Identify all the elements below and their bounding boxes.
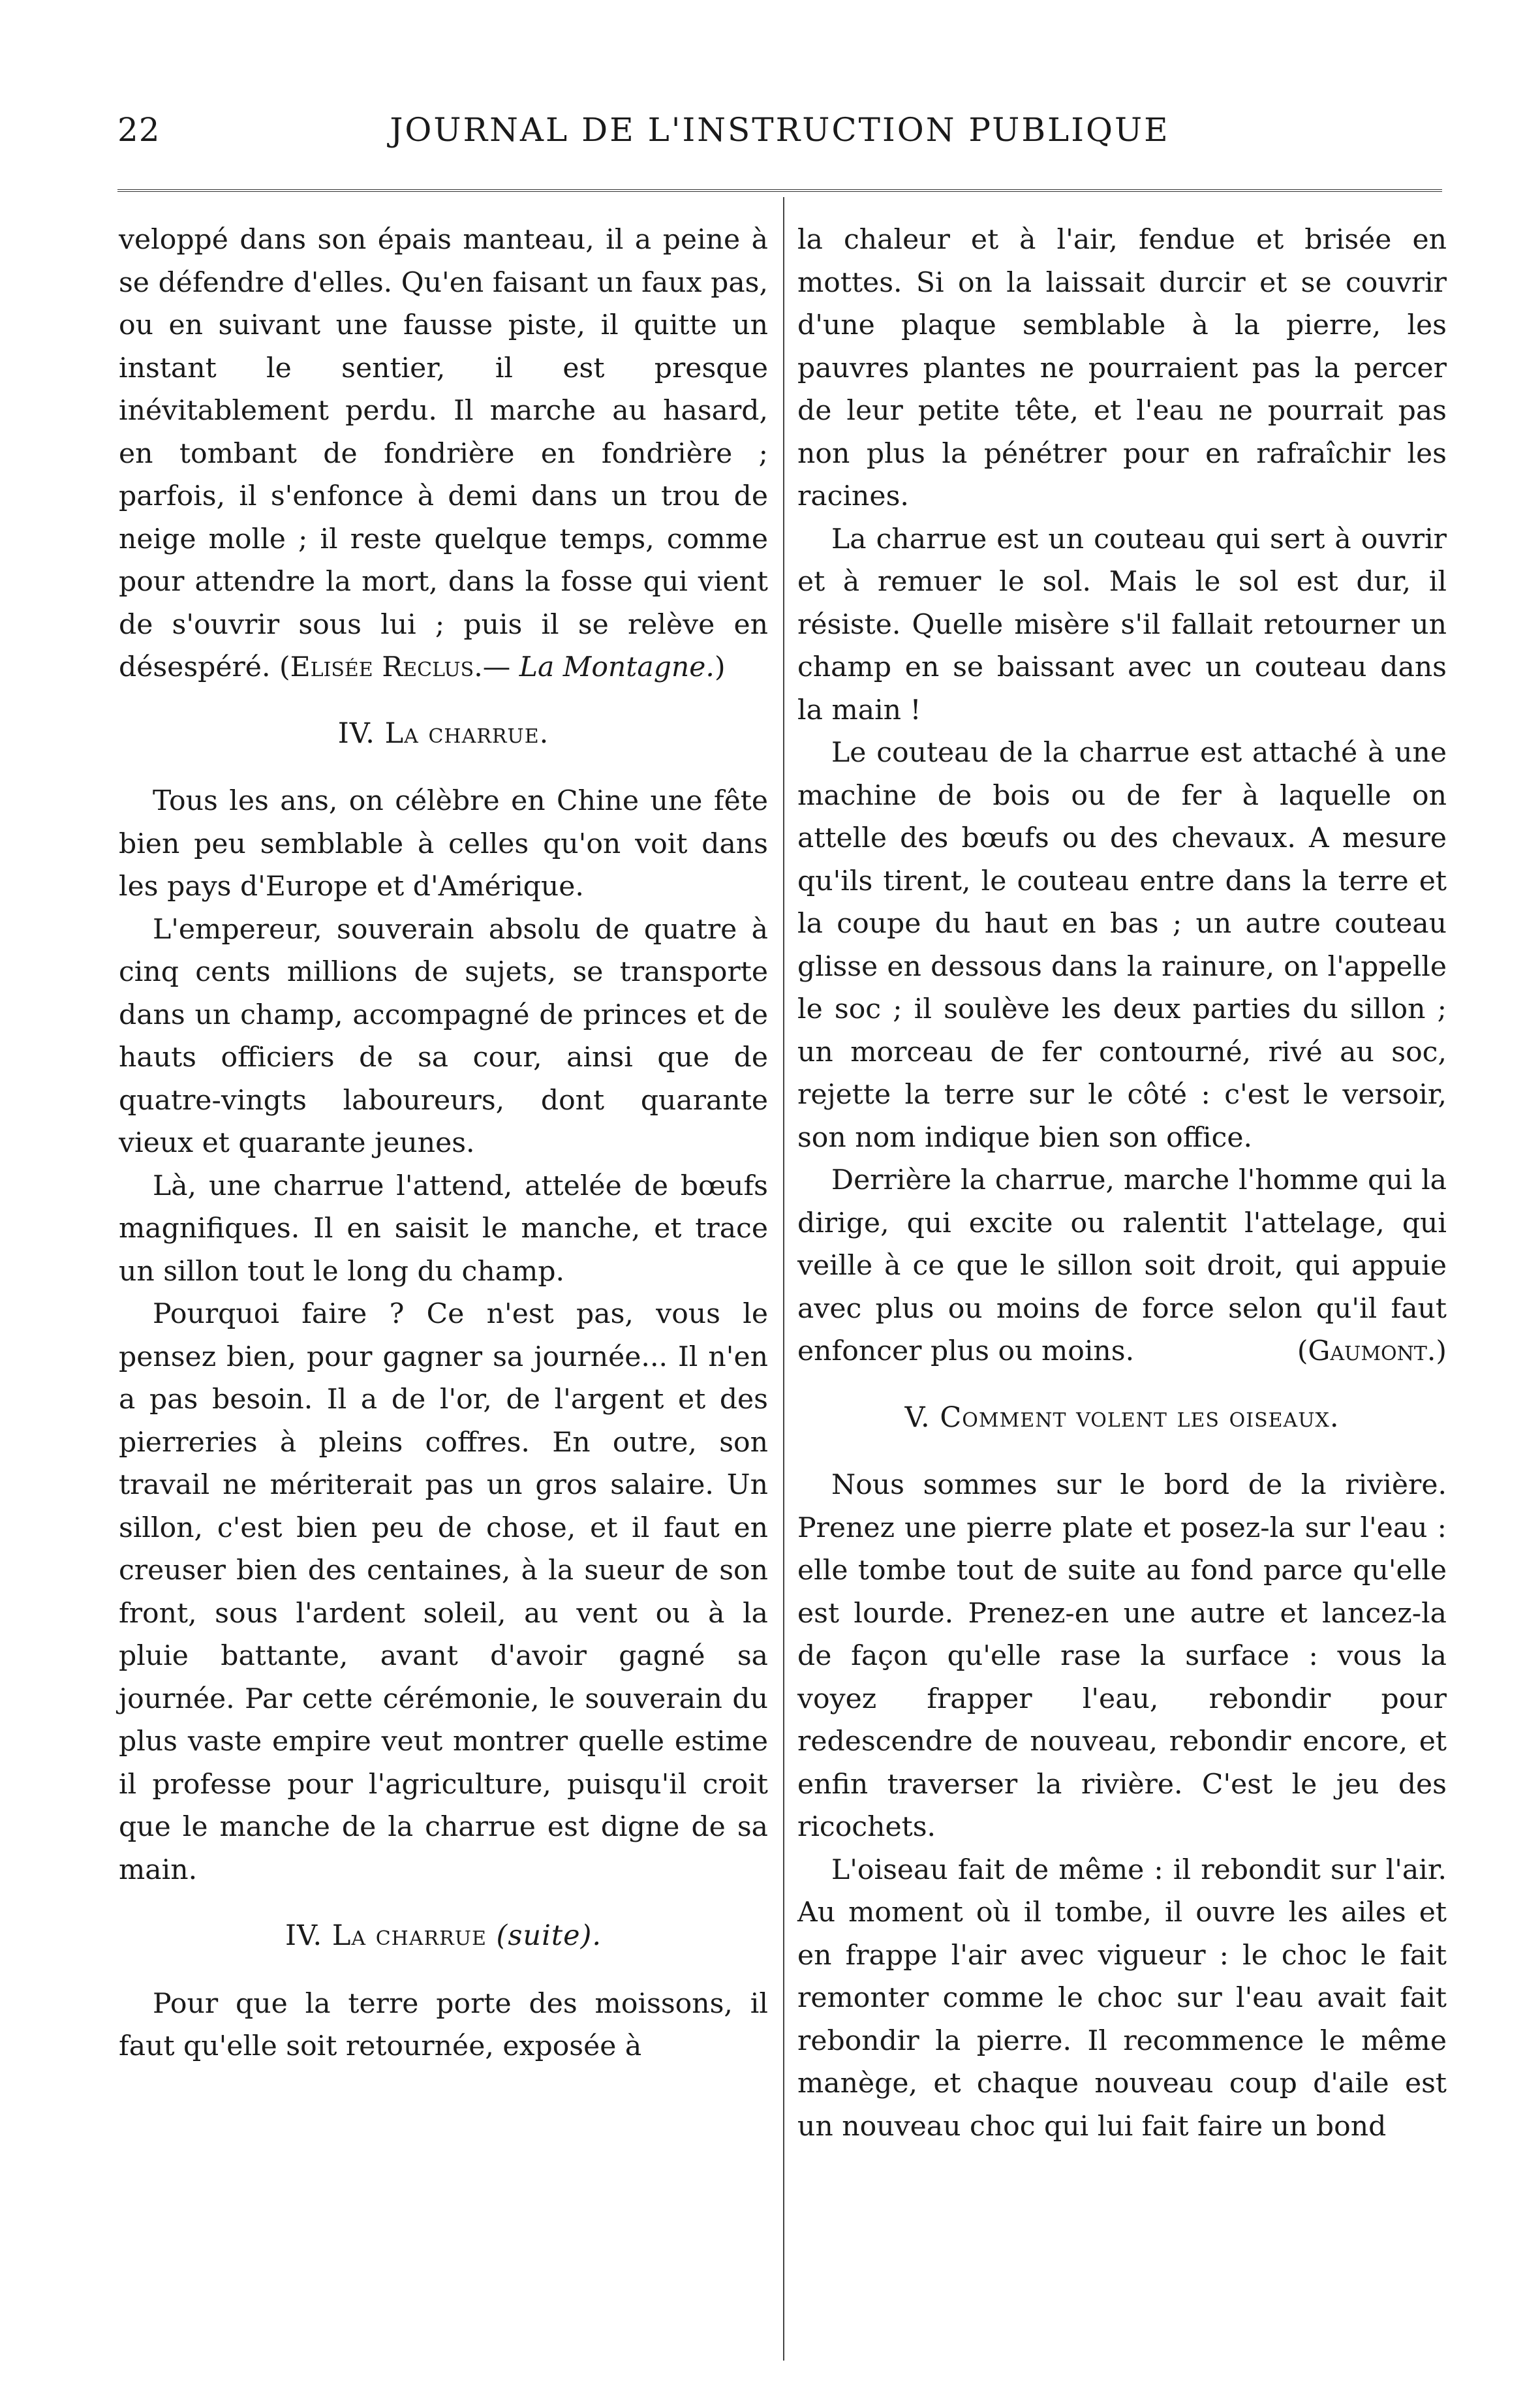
right-column — [797, 219, 1447, 2148]
paragraph-continued: veloppé dans son épais manteau, il a peine à se défendre d'elles. Qu'en faisant un faux pas, ou en suivant une fausse piste, il quitte un instant le sentier, il est presque inévitablement perdu. Il marche au hasard, en tombant de fondrière en fondrière ; parfois, il s'enfonce à demi dans un trou de neige molle ; il reste quelque temps, comme pour attendre la mort, dans la fosse qui vient de s'ouvrir sous lui ; puis il se relève en désespéré. (Elisée Reclus.— La Montagne.) — [119, 224, 768, 683]
running-title: JOURNAL DE L'INSTRUCTION PUBLIQUE — [390, 111, 1170, 149]
page-header — [117, 111, 1442, 163]
header-rule — [117, 189, 1442, 192]
paragraph: Pour que la terre porte des moissons, il faut qu'elle soit retournée, exposée à — [119, 1987, 768, 2062]
paragraph-continued: la chaleur et à l'air, fendue et brisée en mottes. Si on la laissait durcir et se couvrir d'une plaque semblable à la pierre, les pauvres plantes ne pourraient pas la percer de leur petite tête, et l'eau ne pourrait pas non plus la pénétrer pour en rafraîchir les racines. — [797, 224, 1447, 512]
paragraph: La charrue est un couteau qui sert à ouvrir et à remuer le sol. Mais le sol est dur, il résiste. Quelle misère s'il fallait retourner un champ en se baissant avec un couteau dans la main ! — [797, 523, 1447, 726]
left-column — [119, 219, 768, 2068]
paragraph: Le couteau de la charrue est attaché à une machine de bois ou de fer à laquelle on attelle des bœufs ou des chevaux. A mesure qu'ils tirent, le couteau entre dans la terre et la coupe du haut en bas ; un autre couteau glisse en dessous dans la rainure, on l'appelle le soc ; il soulève les deux parties du sillon ; un morceau de fer contourné, rivé au soc, rejette la terre sur le côté : c'est le versoir, son nom indique bien son office. — [797, 737, 1447, 1154]
section-heading-v: V. Comment volent les oiseaux. — [904, 1401, 1340, 1434]
paragraph: Tous les ans, on célèbre en Chine une fête bien peu semblable à celles qu'on voit dans les pays d'Europe et d'Amérique. — [119, 785, 768, 903]
paragraph: Derrière la charrue, marche l'homme qui la dirige, qui excite ou ralentit l'attelage, qui veille à ce que le sillon soit droit, qui appuie avec plus ou moins de force selon qu'il faut enfoncer plus ou moins. (Gaumont.) — [797, 1159, 1447, 1373]
paragraph: L'empereur, souverain absolu de quatre à cinq cents millions de sujets, se transporte dans un champ, accompagné de princes et de hauts officiers de sa cour, ainsi que de quatre-vingts laboureurs, dont quarante vieux et quarante jeunes. — [119, 913, 768, 1159]
paragraph: Pourquoi faire ? Ce n'est pas, vous le pensez bien, pour gagner sa journée... Il n'en a pas besoin. Il a de l'or, de l'argent et des pierreries à pleins coffres. En outre, son travail ne mériterait pas un gros salaire. Un sillon, c'est bien peu de chose, et il faut en creuser bien des centaines, à la sueur de son front, sous l'ardent soleil, au vent ou à la pluie battante, avant d'avoir gagné sa journée. Par cette cérémonie, le souverain du plus vaste empire veut montrer quelle estime il professe pour l'agriculture, puisqu'il croit que le manche de la charrue est digne de sa main. — [119, 1298, 768, 1886]
paragraph: L'oiseau fait de même : il rebondit sur l'air. Au moment où il tombe, il ouvre les ailes et en frappe l'air avec vigueur : le choc le fait remonter comme le choc sur l'eau avait fait rebondir la pierre. Il recommence le même manège, et chaque nouveau coup d'aile est un nouveau choc qui lui fait faire un bond — [797, 1853, 1447, 2143]
column-divider — [783, 197, 784, 2361]
author-name: Elisée Reclus — [290, 651, 474, 683]
section-heading-iv-suite: IV. La charrue (suite). — [285, 1919, 602, 1952]
page-number: 22 — [117, 111, 161, 149]
source-title: La Montagne. — [519, 651, 715, 683]
attribution: (Gaumont.) — [1297, 1335, 1447, 1367]
paragraph: Nous sommes sur le bord de la rivière. Prenez une pierre plate et posez-la sur l'eau : elle tombe tout de suite au fond parce qu'elle est lourde. Prenez-en une autre et lancez-la de façon qu'elle rase la surface : vous la voyez frapper l'eau, rebondir pour redescendre de nouveau, rebondir encore, et enfin traverser la rivière. C'est le jeu des ricochets. — [797, 1469, 1447, 1843]
section-heading-iv: IV. La charrue. — [337, 717, 549, 750]
paragraph: Là, une charrue l'attend, attelée de bœufs magnifiques. Il en saisit le manche, et trace un sillon tout le long du champ. — [119, 1170, 768, 1288]
